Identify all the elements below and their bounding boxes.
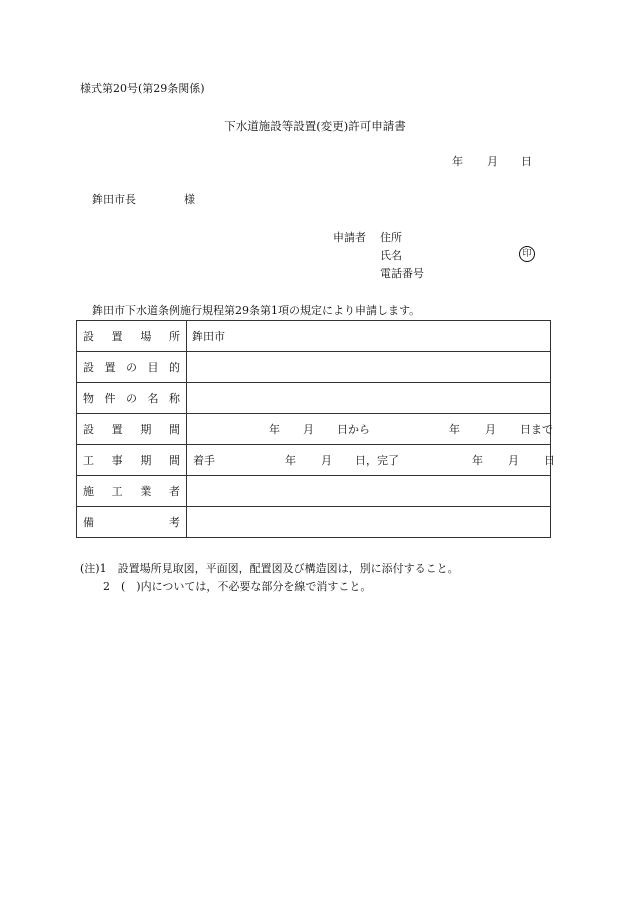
addressee-honorific: 様 — [184, 193, 195, 206]
construction-month-end: 月 — [508, 454, 519, 467]
construction-day-end: 日 — [544, 454, 555, 467]
row-label — [77, 383, 187, 414]
label-char: 設 — [83, 361, 94, 374]
table-row-construction — [77, 445, 551, 476]
label-char: の — [126, 361, 137, 374]
label-char: 的 — [169, 361, 180, 374]
applicant-label: 申請者 — [333, 231, 366, 244]
table-row-location — [77, 321, 551, 352]
period-day-from: 日から — [337, 423, 370, 436]
construction-start-label: 着手 — [193, 454, 215, 467]
label-char: 目 — [147, 361, 159, 374]
applicant-phone-label: 電話番号 — [380, 267, 424, 280]
table-row-remarks — [77, 507, 551, 538]
application-table — [76, 320, 555, 538]
label-char: 間 — [168, 423, 180, 436]
addressee-name: 鉾田市長 — [92, 193, 136, 206]
label-char: 者 — [168, 485, 180, 498]
table-row-contractor — [77, 476, 551, 507]
table-row-period — [77, 414, 551, 445]
applicant-address-label: 住所 — [380, 231, 402, 244]
period-month-from: 月 — [303, 423, 314, 436]
period-month-until: 月 — [485, 423, 496, 436]
label-char: 置 — [111, 423, 123, 436]
label-char: 期 — [140, 454, 152, 467]
label-char: の — [126, 392, 137, 405]
row-label — [77, 414, 187, 445]
note-1: (注)1 設置場所見取図，平面図，配置図及び構造図は，別に添付すること。 — [80, 562, 459, 575]
remarks-field[interactable] — [187, 507, 551, 538]
label-char: 期 — [140, 423, 152, 436]
construction-year-end: 年 — [472, 454, 483, 467]
construction-period-field[interactable] — [187, 445, 555, 476]
construction-day-complete: 日，完了 — [355, 454, 399, 467]
construction-year-start: 年 — [285, 454, 296, 467]
label-char: 工 — [111, 485, 123, 498]
period-year-until: 年 — [449, 423, 460, 436]
label-char: 名 — [147, 392, 159, 405]
applicant-name-label: 氏名 — [380, 249, 402, 262]
label-char: 場 — [140, 330, 152, 343]
location-field[interactable]: 鉾田市 — [187, 321, 551, 352]
label-char: 間 — [168, 454, 180, 467]
date-day-label: 日 — [521, 155, 532, 168]
row-label — [77, 445, 187, 476]
row-label — [77, 352, 187, 383]
label-char: 工 — [83, 454, 94, 467]
object-name-field[interactable] — [187, 383, 551, 414]
row-label — [77, 476, 187, 507]
date-month-label: 月 — [487, 155, 498, 168]
label-char: 事 — [111, 454, 123, 467]
period-year-from: 年 — [269, 423, 280, 436]
label-char: 業 — [140, 485, 152, 498]
period-day-until: 日まで — [520, 423, 553, 436]
label-char: 所 — [168, 330, 180, 343]
table-row-purpose — [77, 352, 551, 383]
label-char: 施 — [83, 485, 94, 498]
contractor-field[interactable] — [187, 476, 551, 507]
label-char: 備 — [83, 516, 94, 529]
label-char: 設 — [83, 330, 94, 343]
table-row-object-name — [77, 383, 551, 414]
construction-month-start: 月 — [321, 454, 332, 467]
label-char: 考 — [169, 516, 180, 529]
seal-icon: 印 — [519, 246, 535, 262]
intro-statement: 鉾田市下水道条例施行規程第29条第1項の規定により申請します。 — [92, 304, 421, 317]
note-2: 2 ( )内については，不必要な部分を線で消すこと。 — [103, 580, 372, 593]
period-field[interactable] — [187, 414, 551, 445]
label-char: 件 — [104, 392, 116, 405]
label-char: 称 — [169, 392, 180, 405]
label-char: 置 — [111, 330, 123, 343]
date-year-label: 年 — [452, 155, 463, 168]
label-char: 物 — [83, 392, 94, 405]
purpose-field[interactable] — [187, 352, 551, 383]
row-label — [77, 321, 187, 352]
document-title: 下水道施設等設置(変更)許可申請書 — [224, 119, 406, 133]
label-char: 置 — [104, 361, 116, 374]
label-char: 設 — [83, 423, 94, 436]
row-label — [77, 507, 187, 538]
form-number: 様式第20号(第29条関係) — [80, 82, 205, 95]
